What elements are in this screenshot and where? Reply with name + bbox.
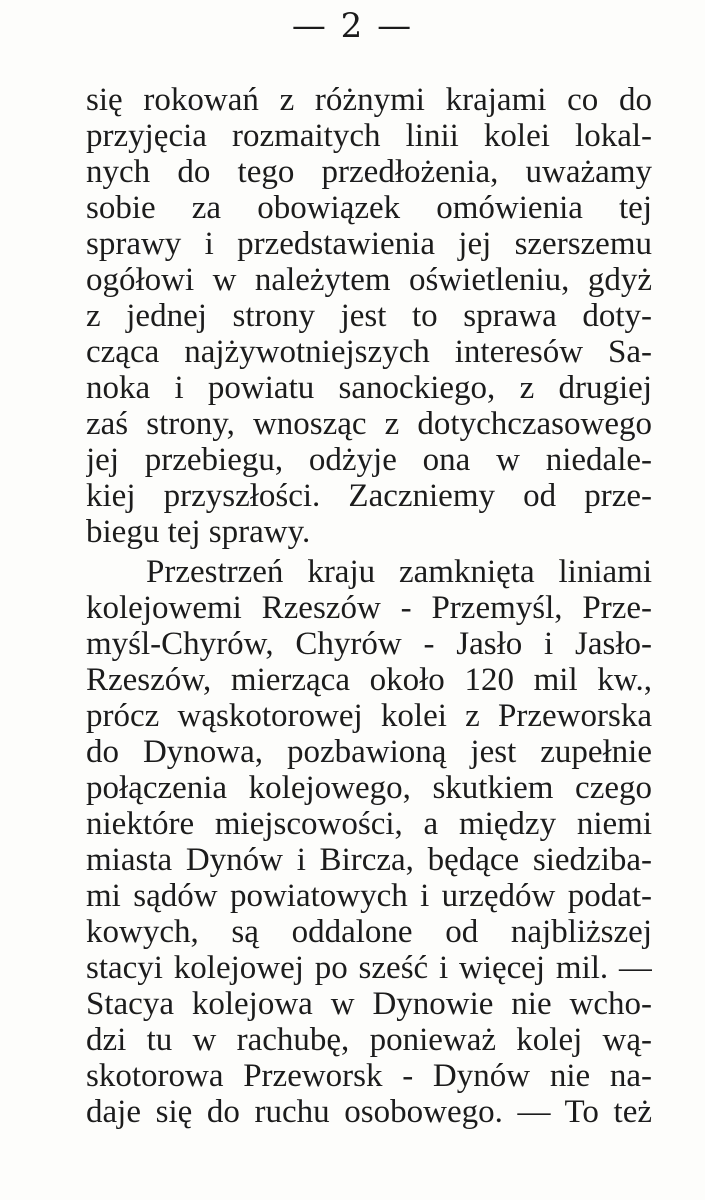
text-line: do Dynowa, pozbawioną jest zupełnie [86,734,652,770]
text-line: kiej przyszłości. Zaczniemy od prze- [86,478,652,514]
text-line: zaś strony, wnosząc z dotychczasowego [86,406,652,442]
text-line: Rzeszów, mierząca około 120 mil kw., [86,662,652,698]
text-line: kowych, są oddalone od najbliższej [86,914,652,950]
text-line: się rokowań z różnymi krajami co do [86,82,652,118]
text-line: niektóre miejscowości, a między niemi [86,806,652,842]
paragraph-start-line: Przestrzeń kraju zamknięta liniami [146,554,652,590]
text-line: cząca najżywotniejszych interesów Sa- [86,334,652,370]
text-line: dzi tu w rachubę, ponieważ kolej wą- [86,1022,652,1058]
text-line: sprawy i przedstawienia jej szerszemu [86,226,652,262]
text-line: nych do tego przedłożenia, uważamy [86,154,652,190]
text-line: połączenia kolejowego, skutkiem czego [86,770,652,806]
text-line: mi sądów powiatowych i urzędów podat- [86,878,652,914]
page-number: — 2 — [291,6,414,46]
text-line: myśl-Chyrów, Chyrów - Jasło i Jasło- [86,626,652,662]
paragraph-end-line: biegu tej sprawy. [86,514,311,550]
text-line: stacyi kolejowej po sześć i więcej mil. — [86,950,652,986]
text-line: Stacya kolejowa w Dynowie nie wcho- [86,986,652,1022]
text-line: skotorowa Przeworsk - Dynów nie na- [86,1058,652,1094]
text-line: kolejowemi Rzeszów - Przemyśl, Prze- [86,590,652,626]
text-line: miasta Dynów i Bircza, będące siedziba- [86,842,652,878]
text-line: sobie za obowiązek omówienia tej [86,190,652,226]
text-line: noka i powiatu sanockiego, z drugiej [86,370,652,406]
text-line: daje się do ruchu osobowego. — To też [86,1094,652,1130]
text-line: przyjęcia rozmaitych linii kolei lokal- [86,118,652,154]
text-line: ogółowi w należytem oświetleniu, gdyż [86,262,652,298]
text-line: prócz wąskotorowej kolei z Przeworska [86,698,652,734]
text-line: z jednej strony jest to sprawa doty- [86,298,652,334]
text-line: jej przebiegu, odżyje ona w niedale- [86,442,652,478]
